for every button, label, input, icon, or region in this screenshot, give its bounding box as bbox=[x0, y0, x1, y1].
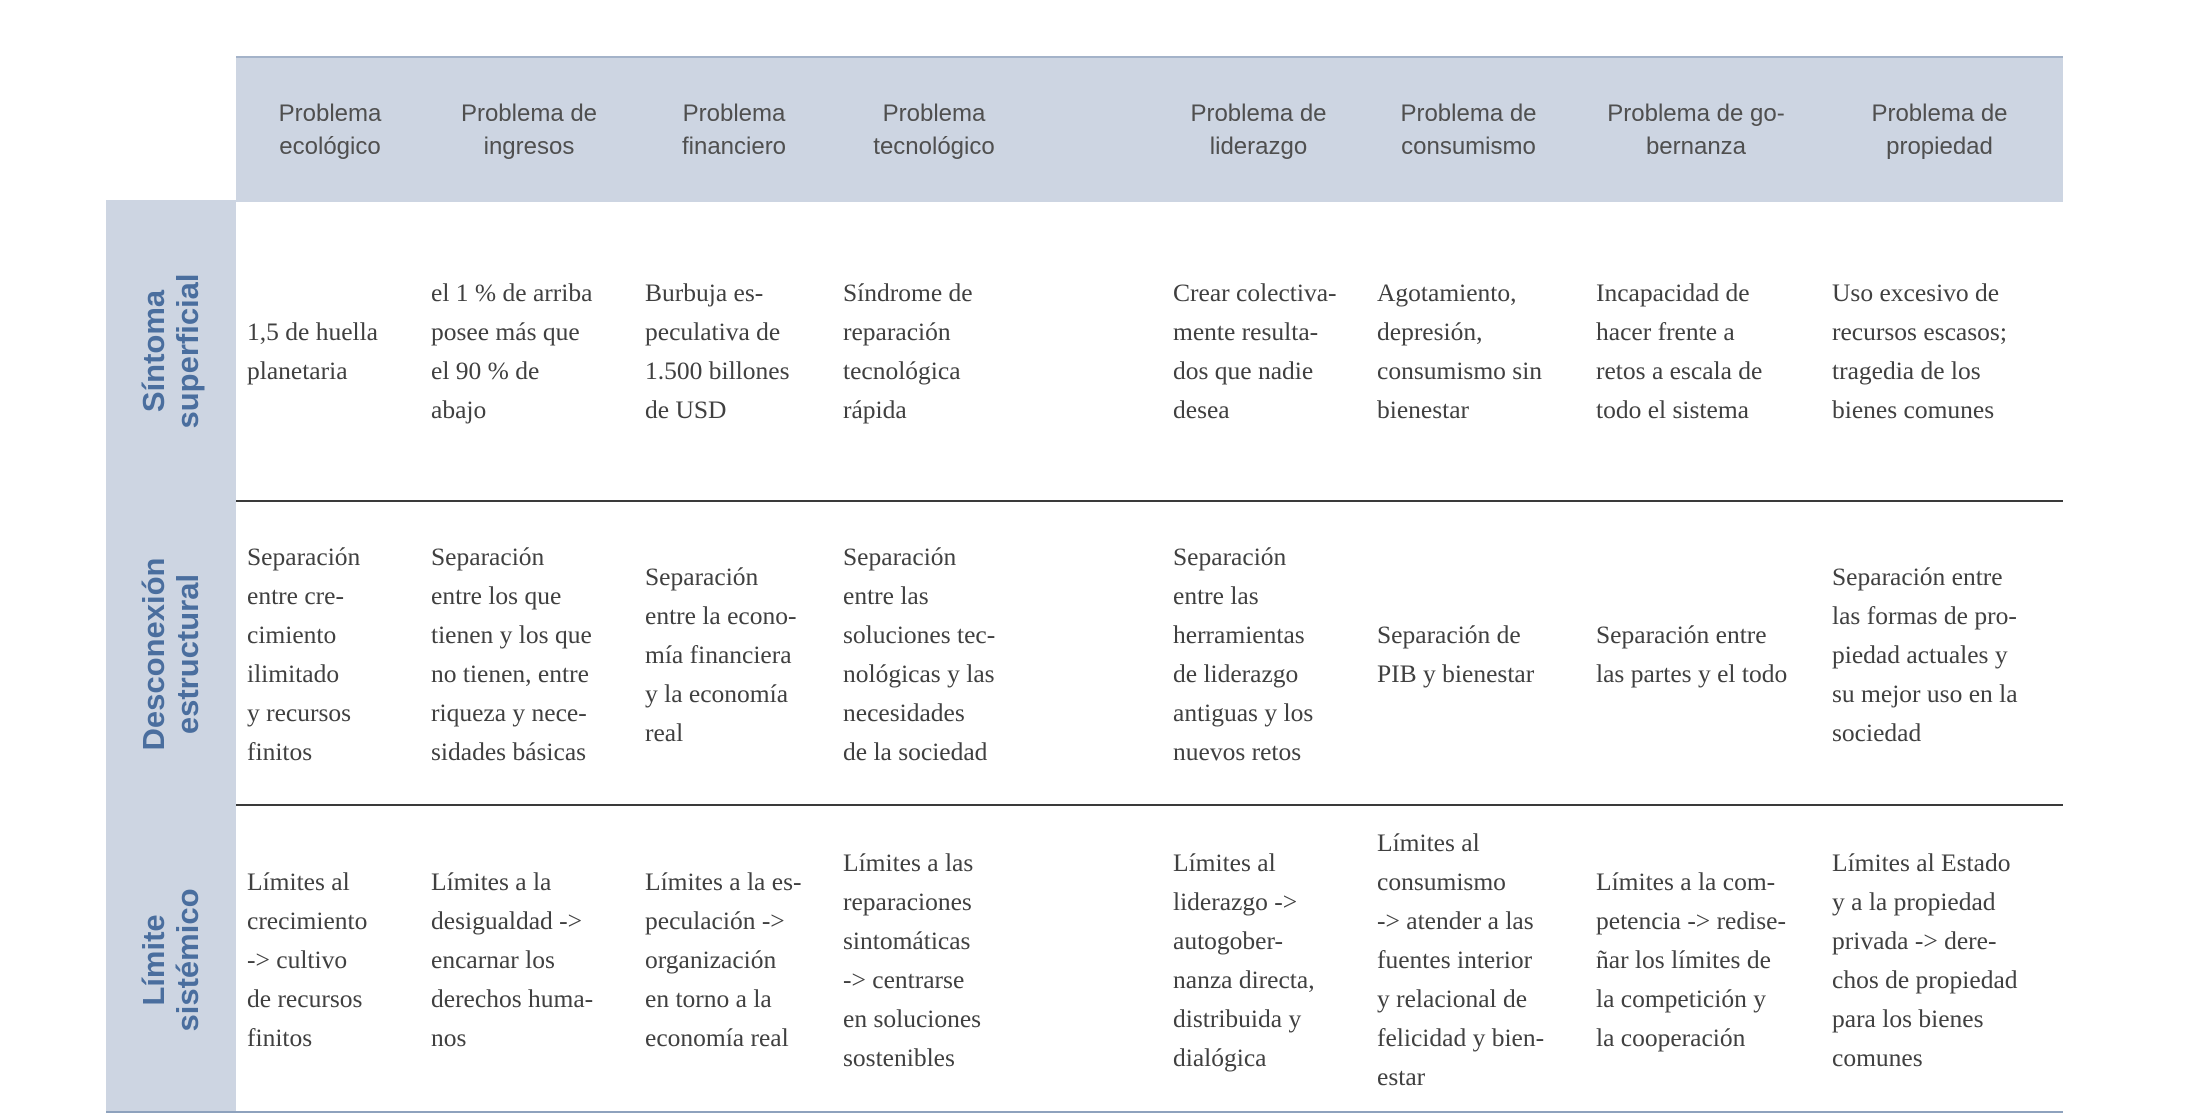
table-cell: Límites a las reparaciones sintomáticas -> centrarse en soluciones sostenibles bbox=[843, 847, 982, 1072]
header-cell: Problema ecológico bbox=[278, 100, 382, 160]
table-row bbox=[106, 200, 2063, 502]
table-cell: Síndrome de reparación tecnológica rápida bbox=[843, 278, 973, 424]
table-cell: Separación entre las soluciones tec- nológicas y las necesidades de la sociedad bbox=[843, 542, 996, 766]
header-cell: Problema de propiedad bbox=[1871, 100, 2008, 160]
table-cell: Crear colectiva- mente resulta- dos que nadie desea bbox=[1173, 278, 1337, 424]
row-label-text: Desconexión estructural bbox=[136, 557, 205, 751]
header-cell: Problema financiero bbox=[681, 100, 787, 160]
table-cell: Agotamiento, depresión, consumismo sin bienestar bbox=[1377, 278, 1543, 424]
table-cell: Separación entre las partes y el todo bbox=[1596, 620, 1788, 688]
table-cell: Separación entre cre- cimiento ilimitado y recursos finitos bbox=[247, 542, 361, 766]
header-cell: Problema de go- bernanza bbox=[1607, 100, 1785, 160]
table-cell: Burbuja es- peculativa de 1.500 billones de USD bbox=[645, 278, 790, 424]
table-cell: Separación entre las herramientas de liderazgo antiguas y los nuevos retos bbox=[1173, 542, 1314, 766]
row-label-text: Síntoma superficial bbox=[136, 273, 205, 429]
table-cell: Límites al liderazgo -> autogober- nanza directa, distribuida y dialógica bbox=[1173, 847, 1315, 1072]
table-cell: Separación entre la econo- mía financiera y la economía real bbox=[645, 561, 797, 747]
header-cell: Problema de consumismo bbox=[1400, 100, 1537, 160]
table-cell: 1,5 de huella planetaria bbox=[247, 317, 378, 385]
header-cell: Problema tecnológico bbox=[873, 100, 995, 160]
header-row bbox=[236, 56, 2063, 202]
table-row bbox=[106, 502, 2063, 806]
table-cell: el 1 % de arriba posee más que el 90 % de abajo bbox=[431, 278, 593, 424]
header-cell: Problema de ingresos bbox=[460, 100, 598, 160]
table-cell: Separación entre las formas de pro- piedad actuales y su mejor uso en la sociedad bbox=[1832, 561, 2018, 747]
table-cell: Separación de PIB y bienestar bbox=[1377, 620, 1535, 688]
table-cell: Límites al consumismo -> atender a las fuentes interior y relacional de felicidad y bien- estar bbox=[1377, 828, 1545, 1091]
table-cell: Uso excesivo de recursos escasos; tragedia de los bienes comunes bbox=[1832, 278, 2007, 424]
table-cell: Incapacidad de hacer frente a retos a escala de todo el sistema bbox=[1596, 278, 1763, 424]
row-label-text: Límite sistémico bbox=[136, 887, 205, 1032]
header-cell: Problema de liderazgo bbox=[1190, 100, 1327, 160]
table-cell: Límites al crecimiento -> cultivo de recursos finitos bbox=[247, 867, 368, 1052]
row-label-sintoma bbox=[106, 200, 236, 502]
table-row bbox=[106, 806, 2063, 1113]
row-label-limite bbox=[106, 806, 236, 1113]
row-label-desconexion bbox=[106, 502, 236, 806]
table-cell: Límites a la com- petencia -> redise- ñar los límites de la competición y la cooperación bbox=[1596, 867, 1786, 1052]
table-cell: Límites a la desigualdad -> encarnar los derechos huma- nos bbox=[431, 867, 594, 1052]
table-cell: Límites al Estado y a la propiedad privada -> dere- chos de propiedad para los bienes comunes bbox=[1832, 847, 2018, 1072]
table-cell: Separación entre los que tienen y los que no tienen, entre riqueza y nece- sidades básicas bbox=[431, 542, 592, 766]
table-cell: Límites a la es- peculación -> organización en torno a la economía real bbox=[645, 867, 802, 1052]
